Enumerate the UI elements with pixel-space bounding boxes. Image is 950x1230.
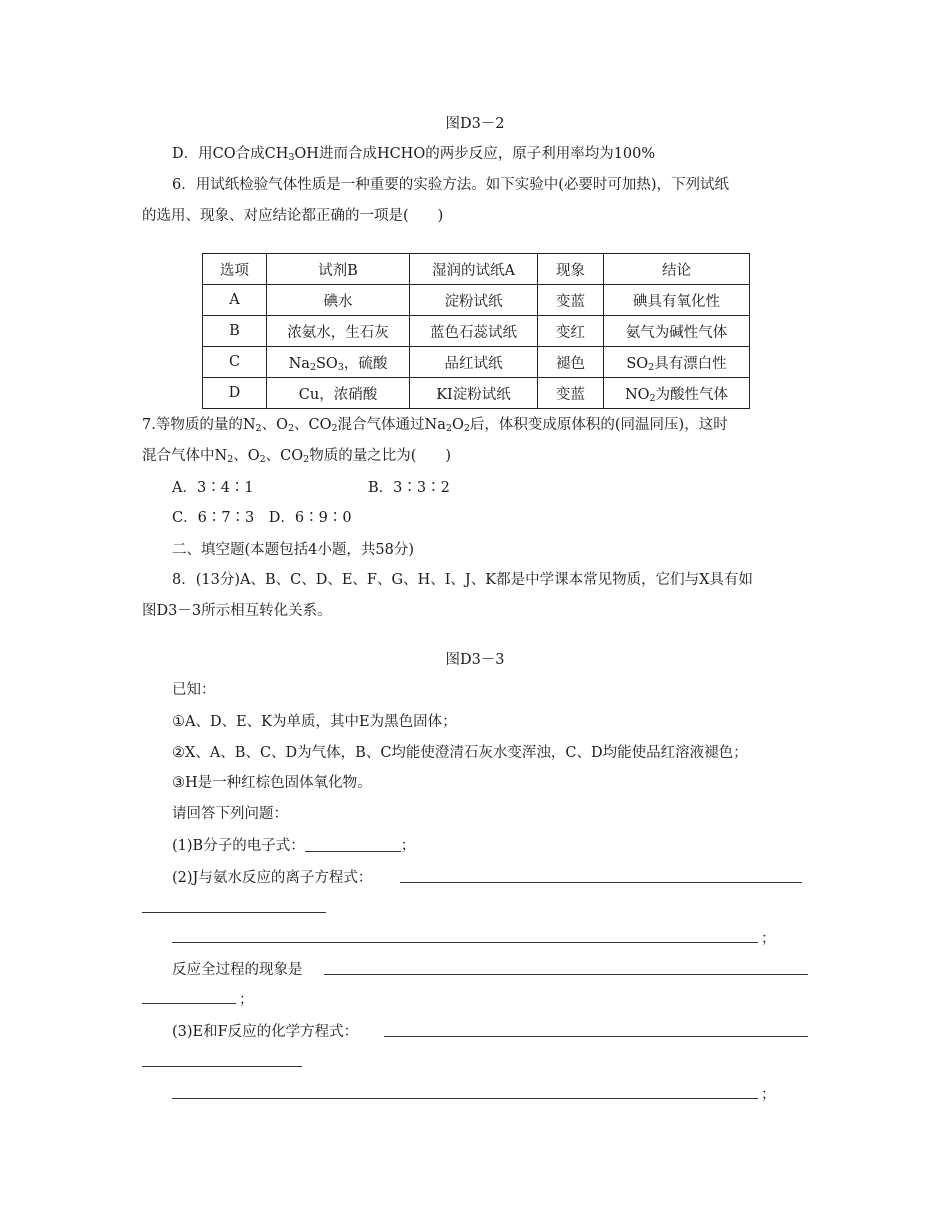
conclusion-cell: 氨气为碱性气体: [604, 316, 750, 347]
paper-cell: KI淀粉试纸: [410, 378, 538, 409]
q7-stem-line1: [142, 415, 728, 435]
condition-2: ②X、A、B、C、D为气体，B、C均能使澄清石灰水变浑浊，C、D均能使品红溶液褪色；: [172, 745, 748, 761]
subscript: 2: [255, 423, 262, 434]
subscript: 2: [649, 392, 656, 404]
formula-text: 为酸性气体: [655, 386, 729, 403]
subscript: 2: [303, 454, 310, 465]
section-heading: 二、填空题(本题包括4小题，共58分): [172, 542, 414, 558]
answer-line[interactable]: [400, 882, 802, 883]
q6-stem-line1: 6．用试纸检验气体性质是一种重要的实验方法。如下实验中(必要时可加热)，下列试纸: [172, 177, 730, 193]
subscript: 2: [648, 361, 655, 373]
subscript: 2: [463, 423, 470, 434]
option-cell: D: [203, 378, 267, 409]
stem-text: 、CO: [265, 448, 304, 464]
stem-text: 、O: [233, 448, 260, 464]
answer-line[interactable]: [142, 1003, 236, 1004]
answer-line[interactable]: [384, 1036, 808, 1037]
subscript: 2: [309, 361, 316, 373]
table-row: [203, 378, 750, 409]
sub-question-1: [172, 836, 415, 856]
sub-question-text: (1)B分子的电子式：: [172, 838, 305, 854]
condition-3: ③H是一种红棕色固体氧化物。: [172, 775, 372, 791]
q8-stem-line2: 图D3－3所示相互转化关系。: [142, 603, 332, 619]
formula-text: Na: [288, 355, 310, 372]
stem-text: O: [451, 417, 464, 433]
figure-caption-d3-2: 图D3－2: [445, 116, 505, 132]
sub-question-text: (2)J与氨水反应的离子方程式：: [172, 870, 373, 886]
conclusion-cell: [604, 347, 750, 378]
table-row: [203, 285, 750, 316]
table-row: [203, 316, 750, 347]
answer-blank[interactable]: [305, 837, 401, 852]
phenomenon-cell: 变蓝: [538, 285, 604, 316]
subscript: 2: [227, 454, 234, 465]
punctuation: ；: [239, 992, 254, 1008]
sub-question-2: [172, 868, 372, 888]
q7-stem-line2: [142, 446, 451, 466]
option-cell: C: [203, 347, 267, 378]
table-header-cell: 湿润的试纸A: [410, 254, 538, 285]
reagent-cell: [267, 347, 410, 378]
known-label: 已知：: [172, 682, 216, 698]
table-header-cell: 选项: [203, 254, 267, 285]
table-header-row: [203, 254, 750, 285]
q8-stem-line1: 8．(13分)A、B、C、D、E、F、G、H、I、J、K都是中学课本常见物质，它们与X具有如: [172, 572, 753, 588]
punctuation: ；: [400, 838, 416, 854]
q5-option-d: [172, 144, 655, 164]
stem-text: 混合气体通过Na: [337, 417, 446, 433]
stem-text: 混合气体中N: [142, 448, 228, 464]
formula-text: SO: [626, 355, 649, 372]
paper-cell: 品红试纸: [410, 347, 538, 378]
answer-prompt: 请回答下列问题：: [172, 806, 288, 822]
answer-line[interactable]: [324, 974, 808, 975]
answer-line[interactable]: [142, 1066, 302, 1067]
phenomenon-cell: 变蓝: [538, 378, 604, 409]
formula-text: 具有漂白性: [654, 355, 727, 372]
subscript: 2: [287, 423, 295, 434]
option-cell: B: [203, 316, 267, 347]
sub-question-3: (3)E和F反应的化学方程式：: [172, 1024, 359, 1040]
subscript: 3: [337, 361, 344, 373]
phenomenon-cell: 变红: [538, 316, 604, 347]
table-row: [203, 347, 750, 378]
phenomenon-cell: 褪色: [538, 347, 604, 378]
reagent-cell: Cu，浓硝酸: [267, 378, 410, 409]
figure-caption-d3-3: 图D3－3: [445, 652, 505, 668]
subscript: 3: [288, 152, 295, 163]
table-header-cell: 试剂B: [267, 254, 410, 285]
stem-text: 、O: [261, 417, 288, 433]
q7-option-cd: C．6∶7∶3 D．6∶9∶0: [172, 510, 352, 526]
paper-cell: 淀粉试纸: [410, 285, 538, 316]
stem-text: 、CO: [294, 417, 332, 433]
q7-option-a: A．3∶4∶1: [172, 480, 254, 496]
punctuation: ；: [761, 1087, 776, 1103]
stem-text: 物质的量之比为( ): [309, 448, 452, 464]
conclusion-cell: 碘具有氧化性: [604, 285, 750, 316]
answer-line[interactable]: [172, 942, 758, 943]
reagent-cell: 碘水: [267, 285, 410, 316]
option-cell: A: [203, 285, 267, 316]
stem-text: 7.等物质的量的N: [142, 417, 256, 433]
condition-1: ①A、D、E、K为单质，其中E为黑色固体；: [172, 714, 457, 730]
q7-option-b: B．3∶3∶2: [368, 480, 450, 496]
subscript: 2: [445, 423, 452, 434]
subscript: 2: [331, 423, 338, 434]
q5-option-d-text: D．用CO合成CH: [172, 146, 289, 162]
phenomenon-question: 反应全过程的现象是: [172, 962, 303, 978]
table-header-cell: 现象: [538, 254, 604, 285]
answer-line[interactable]: [142, 912, 326, 913]
subscript: 2: [259, 454, 266, 465]
reagent-cell: 浓氨水，生石灰: [267, 316, 410, 347]
q6-options-table: [202, 253, 750, 409]
punctuation: ；: [761, 931, 776, 947]
formula-text: ，硫酸: [343, 355, 388, 372]
answer-line[interactable]: [172, 1098, 758, 1099]
stem-text: 后，体积变成原体积的(同温同压)，这时: [469, 417, 728, 433]
q5-option-d-text: OH进而合成HCHO的两步反应，原子利用率均为100%: [294, 146, 656, 162]
formula-text: SO: [316, 355, 338, 372]
paper-cell: 蓝色石蕊试纸: [410, 316, 538, 347]
formula-text: NO: [624, 386, 650, 403]
table-header-cell: 结论: [604, 254, 750, 285]
q6-stem-line2: 的选用、现象、对应结论都正确的一项是( ): [142, 208, 444, 224]
conclusion-cell: [604, 378, 750, 409]
